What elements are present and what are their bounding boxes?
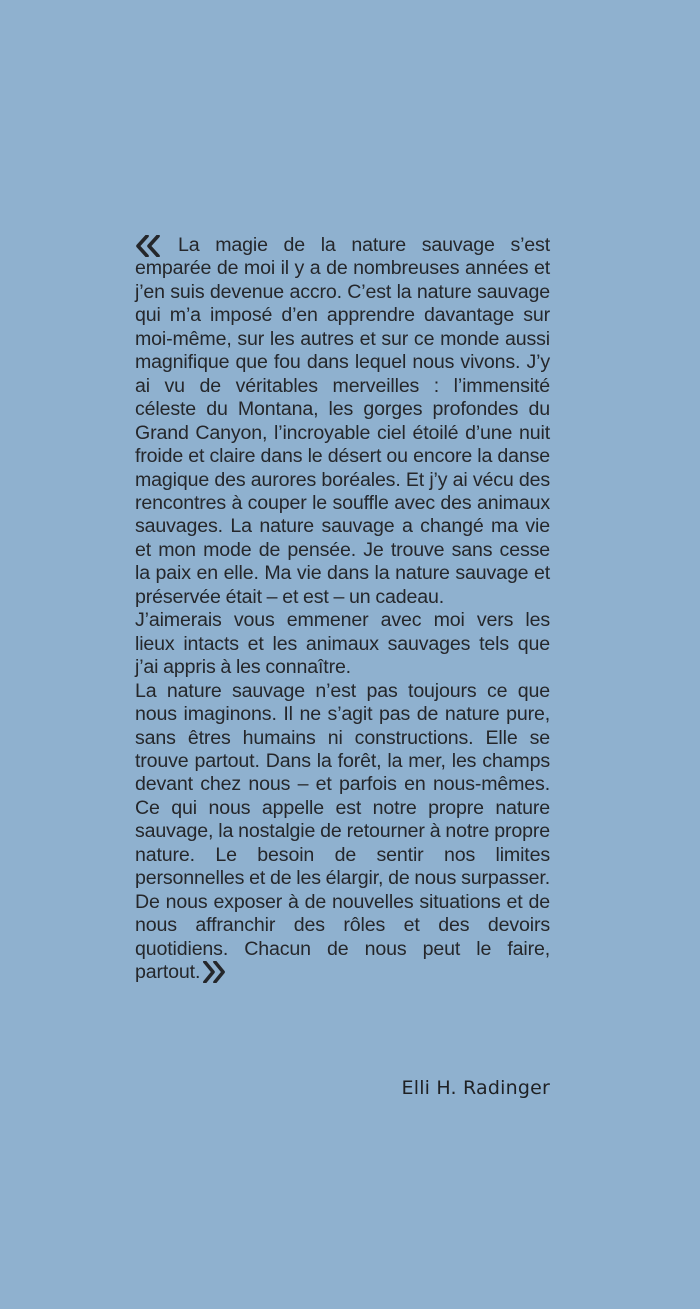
quote-block — [135, 234, 550, 985]
quote-paragraph-3 — [135, 680, 550, 985]
paragraph-2-text: J’aimerais vous emmener avec moi vers les lieux intacts et les animaux sauvages tels que j’ai appris à les connaître. — [135, 609, 550, 679]
open-quote-icon — [135, 235, 161, 257]
paragraph-3-text: La nature sauvage n’est pas toujours ce que nous imaginons. Il ne s’agit pas de nature pure, sans êtres humains ni constructions. Elle se trouve partout. Dans la forêt, la mer, les champs devant chez nous – et parfois en nous-mêmes. Ce qui nous appelle est notre propre nature sauvage, la nostalgie de retourner à notre propre nature. Le besoin de sentir nos limites personnelles et de les élargir, de nous surpasser. De nous exposer à de nouvelles situations et de nous affranchir des rôles et des devoirs quotidiens. Chacun de nous peut le faire, partout. — [135, 679, 550, 984]
close-quote-icon — [202, 961, 226, 983]
quote-paragraph-2 — [135, 609, 550, 679]
quote-author: Elli H. Radinger — [401, 1077, 550, 1099]
paragraph-1-text: La magie de la nature sauvage s’est emparée de moi il y a de nombreuses années et j’en suis devenue accro. C’est la nature sauvage qui m’a imposé d’en apprendre davantage sur moi-même, sur les autres et sur ce monde aussi magnifique que fou dans lequel nous vivons. J’y ai vu de véritables merveilles : l’immensité céleste du Montana, les gorges profondes du Grand Canyon, l’incroyable ciel étoilé d’une nuit froide et claire dans le désert ou encore la danse magique des aurores boréales. Et j’y ai vécu des rencontres à couper le souffle avec des animaux sauvages. La nature sauvage a changé ma vie et mon mode de pensée. Je trouve sans cesse la paix en elle. Ma vie dans la nature sauvage et préservée était – et est – un cadeau. — [135, 234, 550, 608]
quote-paragraph-1 — [135, 234, 550, 609]
